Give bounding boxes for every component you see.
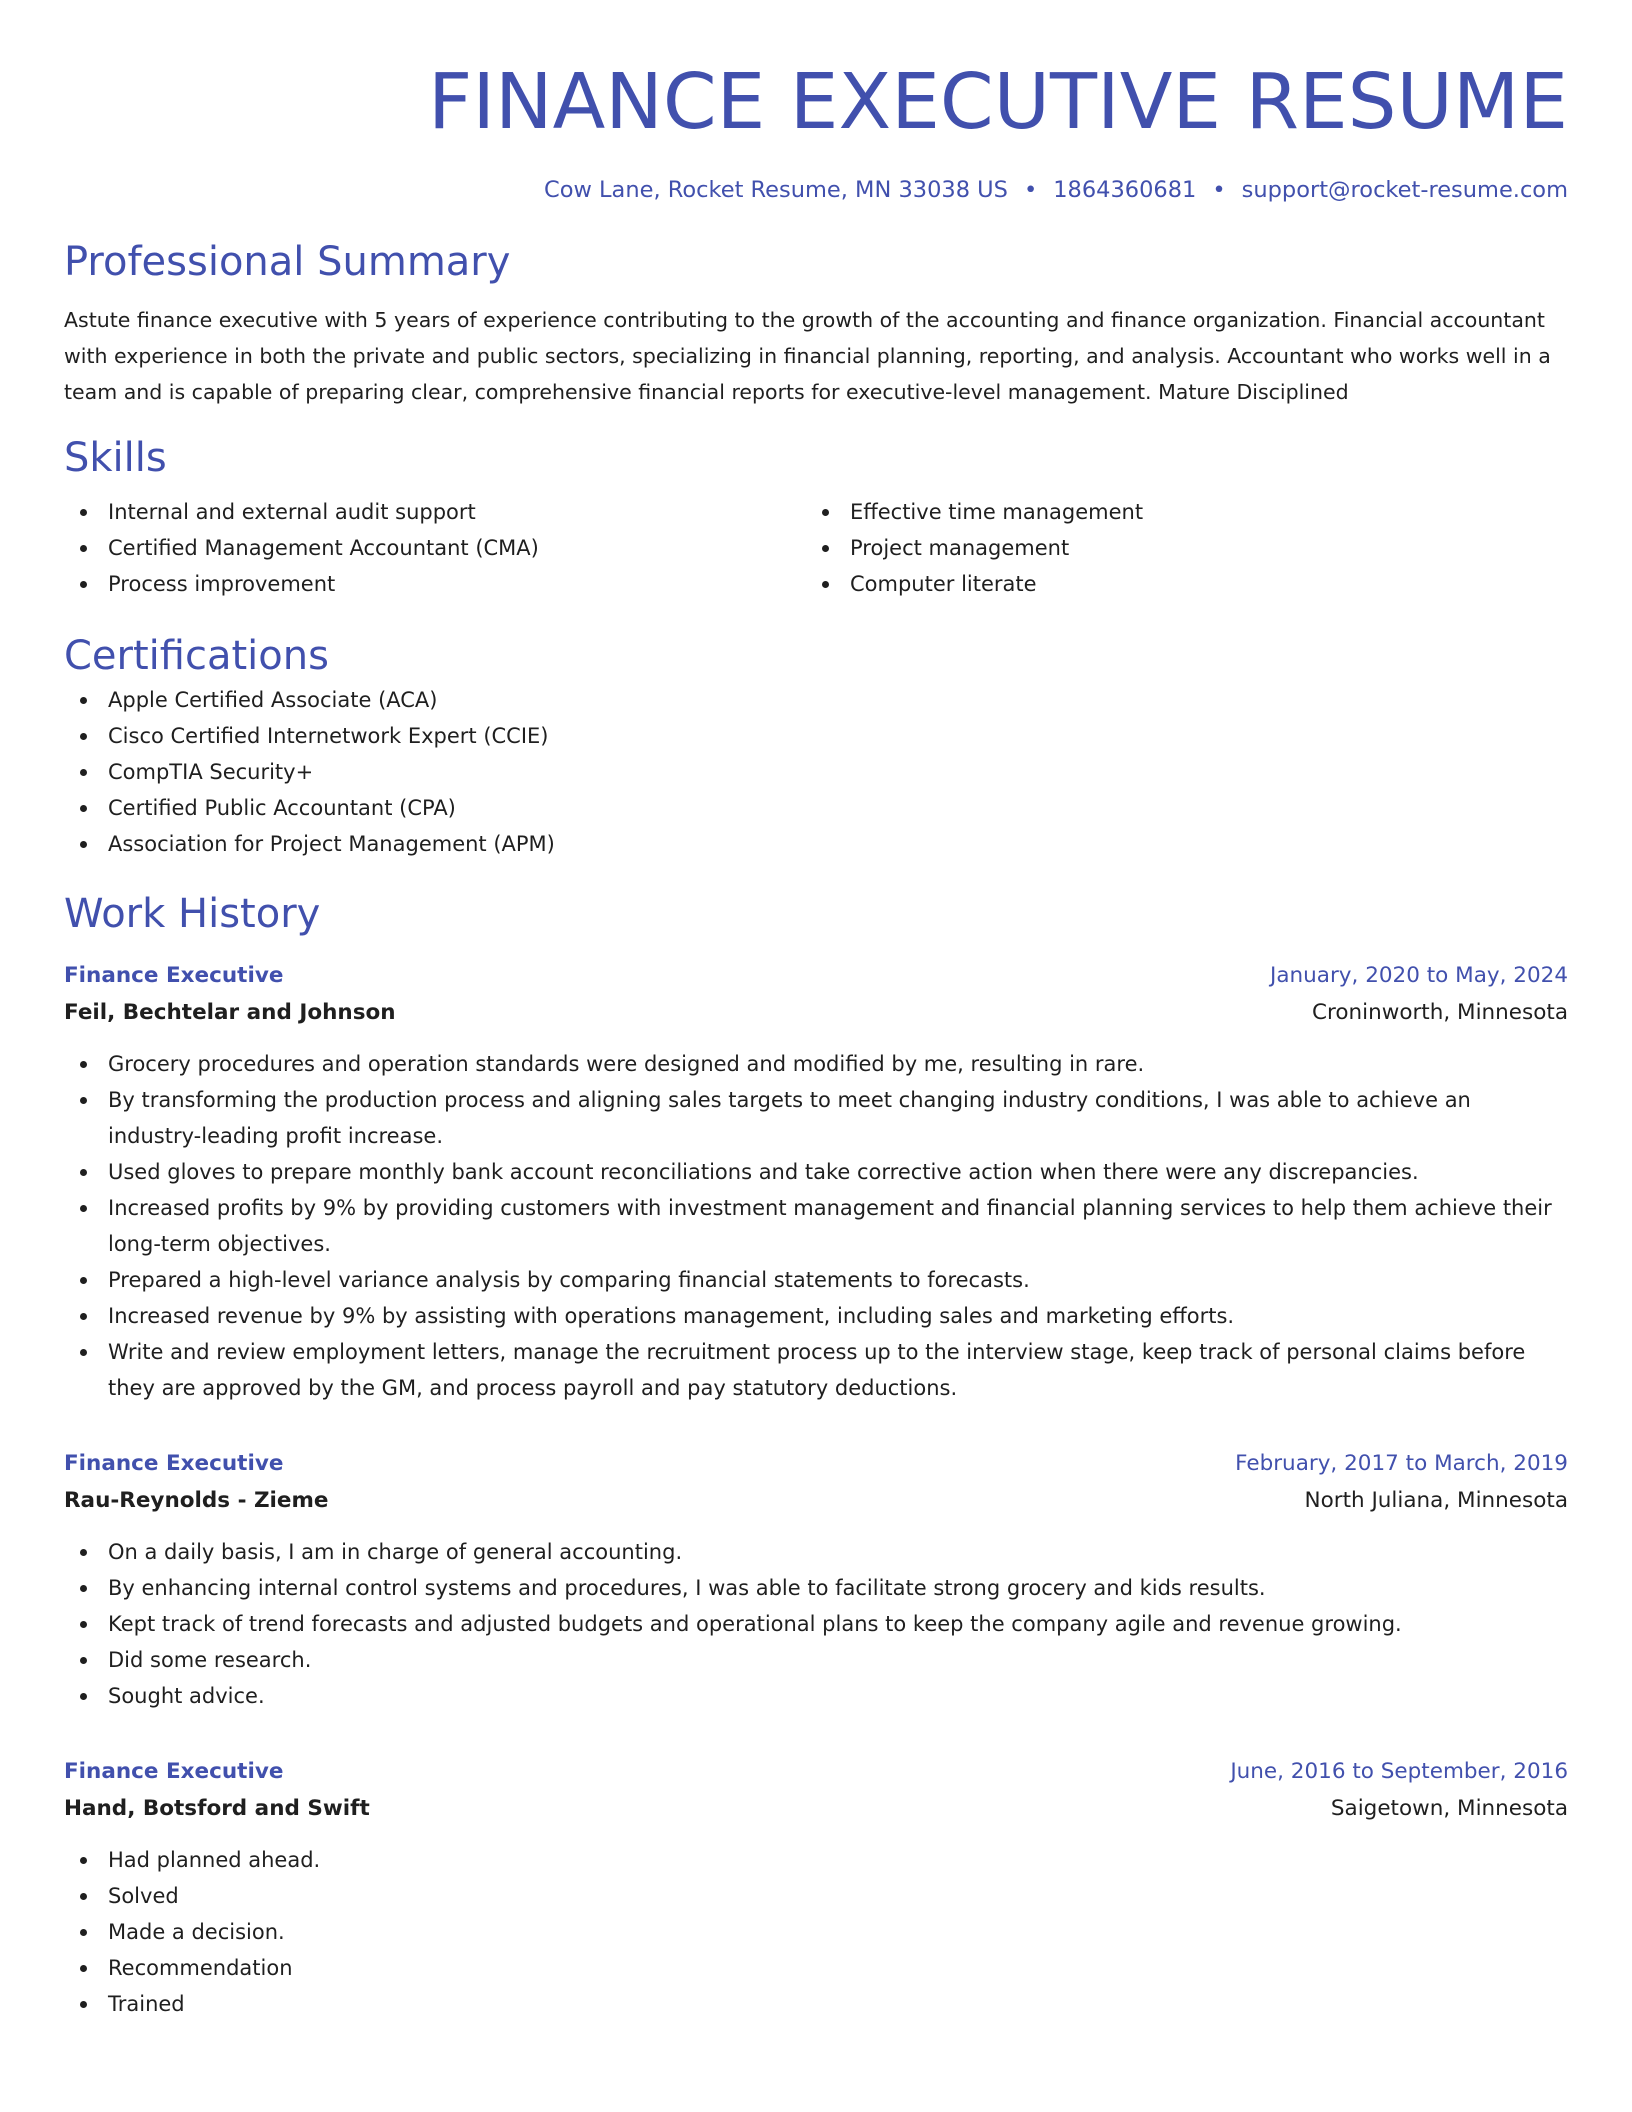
job-bullet: By enhancing internal control systems and procedures, I was able to facilitate strong grocery and kids results. — [64, 1570, 1568, 1606]
job-company: Hand, Botsford and Swift — [64, 1796, 370, 1821]
job-company-row — [64, 1790, 1568, 1828]
job-bullet: Increased revenue by 9% by assisting with operations management, including sales and marketing efforts. — [64, 1298, 1568, 1334]
certification-item: Association for Project Management (APM) — [64, 826, 1568, 862]
job-bullet: Made a decision. — [64, 1914, 1568, 1950]
job-header-row — [64, 958, 1568, 994]
job-company: Feil, Bechtelar and Johnson — [64, 1000, 396, 1025]
job-dates: January, 2020 to May, 2024 — [1270, 963, 1568, 988]
job-title: Finance Executive — [64, 1759, 284, 1784]
job-location: North Juliana, Minnesota — [1304, 1488, 1568, 1513]
contact-address: Cow Lane, Rocket Resume, MN 33038 US — [543, 177, 1008, 203]
job-bullet: Solved — [64, 1878, 1568, 1914]
section-heading-certifications: Certifications — [64, 633, 329, 679]
summary-text: Astute finance executive with 5 years of experience contributing to the growth of the accounting and finance organization. Financial accountant with experience in both the private and public sectors, specializing in financial planning, reporting, and analysis. Accountant who works well in a team and is capable of preparing clear, comprehensive financial reports for executive-level management. Mature Disciplined — [64, 308, 1551, 404]
certification-item: Cisco Certified Internetwork Expert (CCIE) — [64, 718, 1568, 754]
certification-item: Apple Certified Associate (ACA) — [64, 682, 1568, 718]
job-bullet: Used gloves to prepare monthly bank account reconciliations and take corrective action when there were any discrepancies. — [64, 1154, 1568, 1190]
section-heading-work-history: Work History — [64, 891, 321, 937]
job-title: Finance Executive — [64, 1451, 284, 1476]
resume-title: FINANCE EXECUTIVE RESUME — [428, 58, 1568, 147]
section-heading-skills: Skills — [64, 435, 167, 481]
job-dates: June, 2016 to September, 2016 — [1230, 1759, 1568, 1784]
job-header-row — [64, 1754, 1568, 1790]
contact-separator: • — [1023, 177, 1038, 203]
resume-page — [64, 0, 1568, 2022]
job-bullet: Did some research. — [64, 1642, 1568, 1678]
certification-item: CompTIA Security+ — [64, 754, 1568, 790]
job-bullet: Grocery procedures and operation standards were designed and modified by me, resulting in rare. — [64, 1046, 1568, 1082]
contact-email: support@rocket-resume.com — [1241, 177, 1568, 203]
job-entry — [64, 958, 1568, 1406]
job-bullet: On a daily basis, I am in charge of general accounting. — [64, 1534, 1568, 1570]
skills-list-right — [806, 494, 1548, 602]
skill-item: Effective time management — [806, 494, 1548, 530]
job-dates: February, 2017 to March, 2019 — [1235, 1451, 1568, 1476]
job-bullet: By transforming the production process and aligning sales targets to meet changing industry conditions, I was able to achieve an industry-leading profit increase. — [64, 1082, 1568, 1154]
job-bullet: Sought advice. — [64, 1678, 1568, 1714]
job-company-row — [64, 994, 1568, 1032]
job-bullet: Increased profits by 9% by providing customers with investment management and financial planning services to help them achieve their long-term objectives. — [64, 1190, 1568, 1262]
job-bullets — [64, 1534, 1568, 1714]
skills-list-left — [64, 494, 806, 602]
section-heading-summary: Professional Summary — [64, 239, 511, 285]
job-title: Finance Executive — [64, 963, 284, 988]
job-company-row — [64, 1482, 1568, 1520]
contact-line — [64, 174, 1568, 206]
job-header-row — [64, 1446, 1568, 1482]
job-bullet: Prepared a high-level variance analysis by comparing financial statements to forecasts. — [64, 1262, 1568, 1298]
job-entry — [64, 1446, 1568, 1714]
skill-item: Certified Management Accountant (CMA) — [64, 530, 806, 566]
job-location: Croninworth, Minnesota — [1311, 1000, 1568, 1025]
skill-item: Project management — [806, 530, 1548, 566]
job-entry — [64, 1754, 1568, 2022]
job-location: Saigetown, Minnesota — [1330, 1796, 1568, 1821]
job-bullet: Kept track of trend forecasts and adjusted budgets and operational plans to keep the company agile and revenue growing. — [64, 1606, 1568, 1642]
job-company: Rau-Reynolds - Zieme — [64, 1488, 329, 1513]
skill-item: Process improvement — [64, 566, 806, 602]
job-bullets — [64, 1046, 1568, 1406]
certifications-list — [64, 682, 1568, 862]
job-bullet: Write and review employment letters, manage the recruitment process up to the interview stage, keep track of personal claims before they are approved by the GM, and process payroll and pay statutory deductions. — [64, 1334, 1568, 1406]
skill-item: Internal and external audit support — [64, 494, 806, 530]
skill-item: Computer literate — [806, 566, 1548, 602]
job-bullet: Trained — [64, 1986, 1568, 2022]
certification-item: Certified Public Accountant (CPA) — [64, 790, 1568, 826]
contact-separator: • — [1212, 177, 1226, 203]
job-bullet: Had planned ahead. — [64, 1842, 1568, 1878]
job-bullet: Recommendation — [64, 1950, 1568, 1986]
job-bullets — [64, 1842, 1568, 2022]
skills-grid — [64, 494, 1568, 602]
contact-phone: 1864360681 — [1053, 177, 1197, 203]
